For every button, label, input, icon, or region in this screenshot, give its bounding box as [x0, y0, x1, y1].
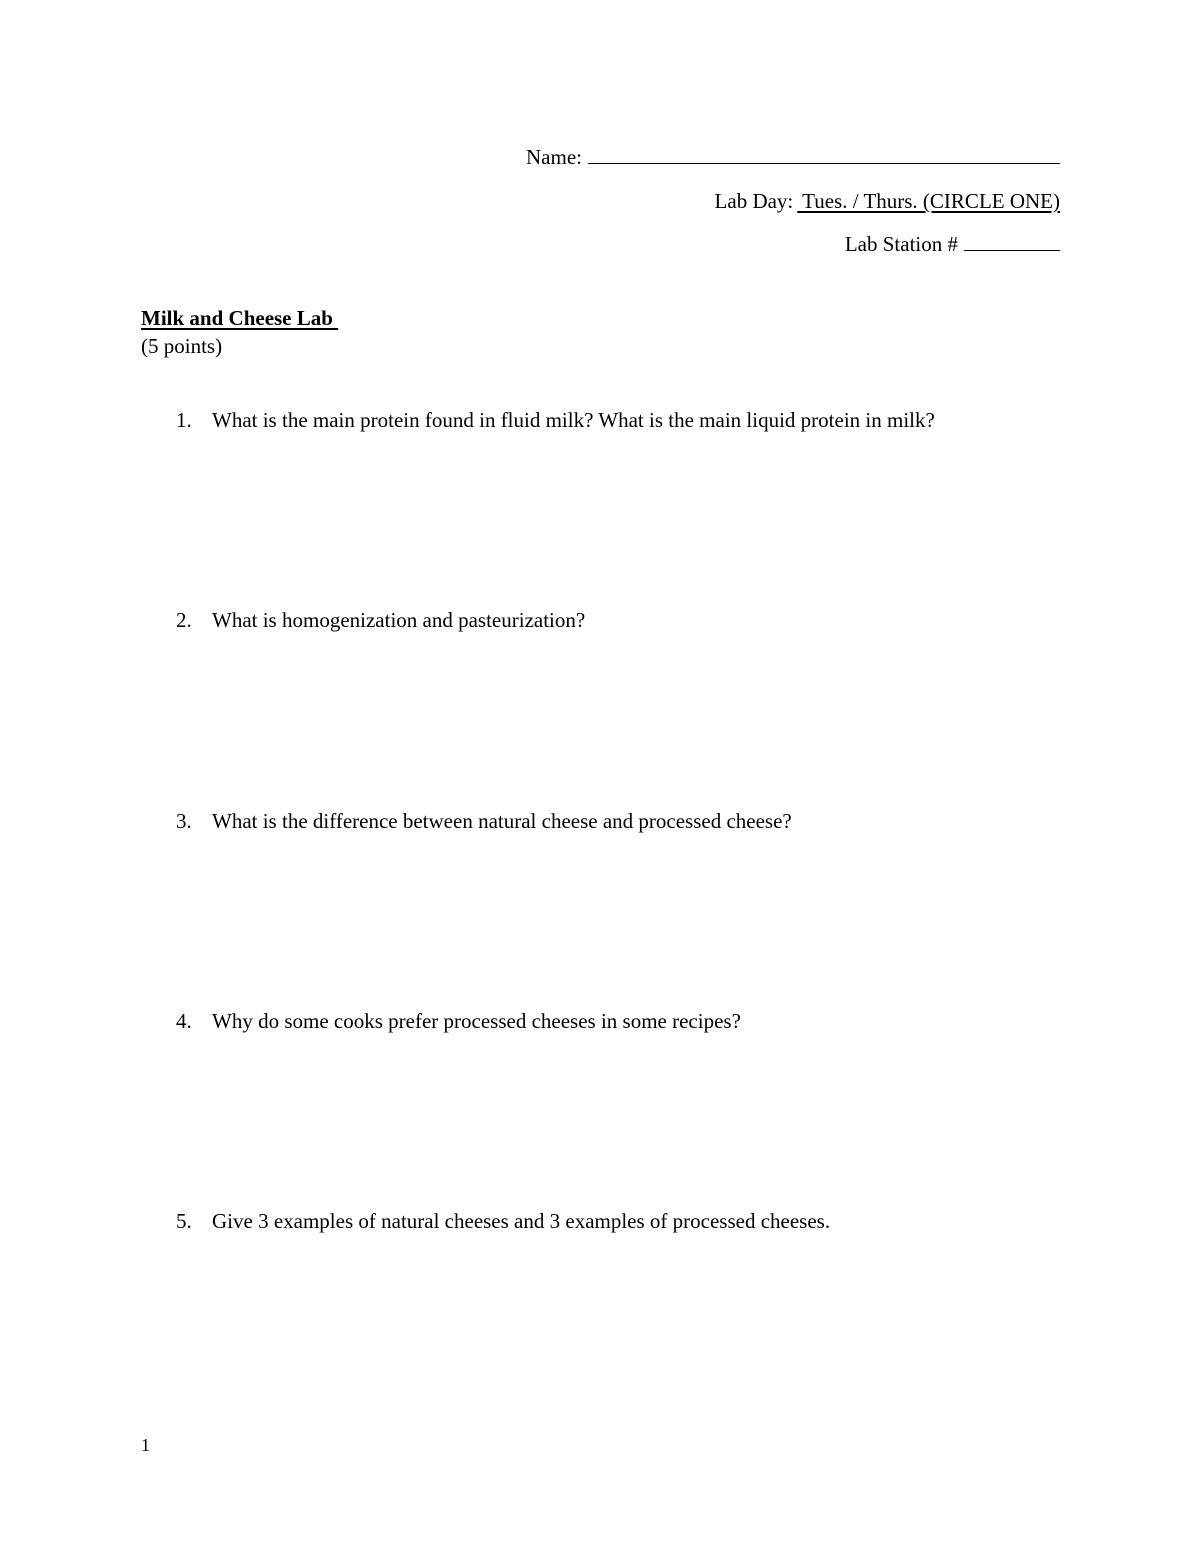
question-number: 3.	[176, 809, 192, 833]
lab-day-options[interactable]: Tues. / Thurs. (CIRCLE ONE)	[797, 189, 1060, 213]
question-item	[176, 1208, 830, 1234]
name-label: Name:	[526, 145, 582, 169]
lab-station-row	[845, 231, 1060, 257]
page-title: Milk and Cheese Lab	[141, 306, 339, 330]
question-number: 4.	[176, 1009, 192, 1033]
lab-day-row	[715, 188, 1060, 214]
page-number: 1	[141, 1435, 150, 1455]
question-item	[176, 607, 585, 633]
question-text: Why do some cooks prefer processed cheeses in some recipes?	[212, 1009, 741, 1033]
question-number: 1.	[176, 408, 192, 432]
name-row	[526, 144, 1060, 170]
lab-station-label: Lab Station #	[844, 232, 958, 256]
lab-station-blank[interactable]	[964, 232, 1060, 251]
question-text: What is homogenization and pasteurization?	[212, 608, 586, 632]
question-text: Give 3 examples of natural cheeses and 3 examples of processed cheeses.	[212, 1209, 831, 1233]
points-note: (5 points)	[141, 334, 223, 358]
question-item	[176, 1008, 741, 1034]
question-number: 2.	[176, 608, 192, 632]
name-blank[interactable]	[588, 145, 1060, 164]
question-item	[176, 808, 792, 834]
question-item	[176, 407, 935, 433]
question-text: What is the main protein found in fluid milk? What is the main liquid protein in milk?	[212, 408, 935, 432]
question-text: What is the difference between natural cheese and processed cheese?	[212, 809, 792, 833]
lab-day-label: Lab Day:	[714, 189, 794, 213]
question-number: 5.	[176, 1209, 192, 1233]
